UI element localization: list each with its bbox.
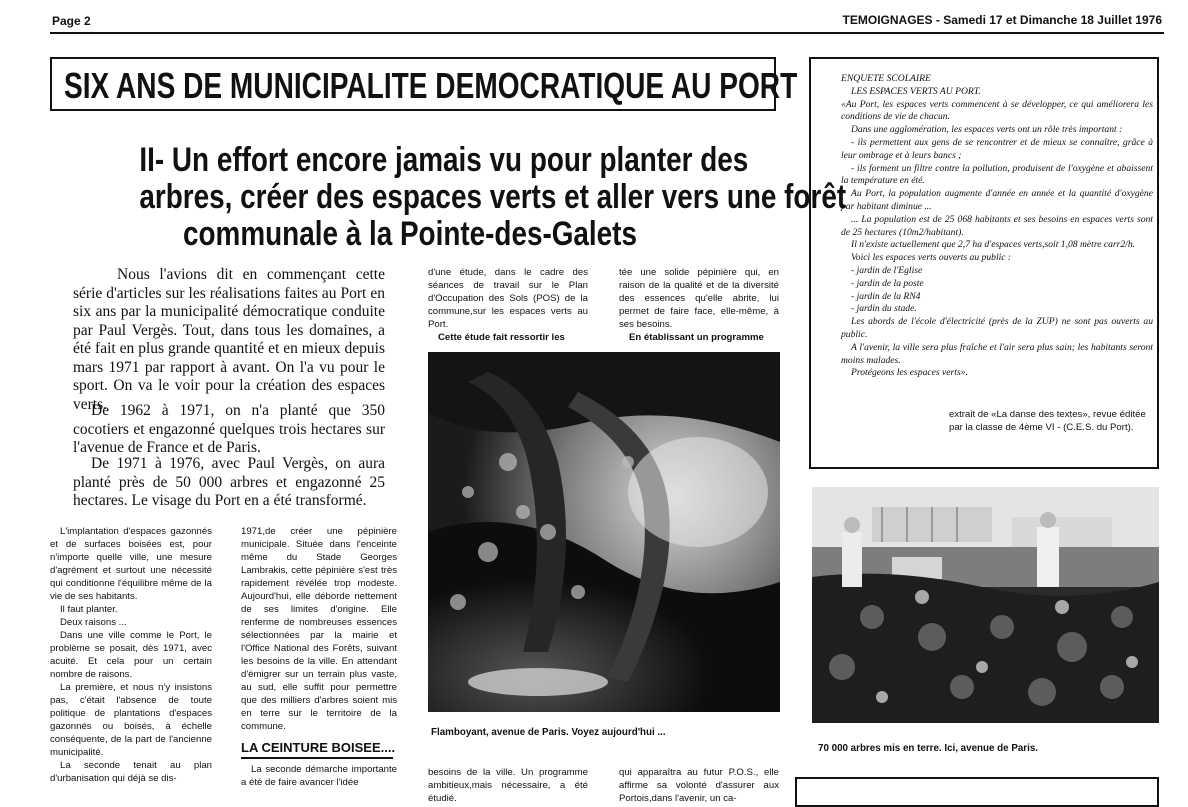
sidebar-title-1: ENQUETE SCOLAIRE <box>841 73 931 84</box>
col2-paragraph: La seconde démarche importante a été de faire avancer l'idée <box>241 764 397 788</box>
sidebar-list-item: - jardin de la RN4 <box>851 290 921 302</box>
sidebar-line: «Au Port, les espaces verts commencent à se développer, ce qui améliorera les conditions de vie de chacun. <box>841 98 1153 123</box>
lead-paragraph-1: Nous l'avions dit en commençant cette série d'articles sur les réalisations faites au Port en six ans par la municipalité démocratique conduite par Paul Vergès. Tout, dans tous les domaines, a été fait en plus grande quantité et en mieux depuis mars 1971 par rapport à avant. On l'a vu pour le sport. On va le voir pour la création des espaces verts. <box>73 266 385 413</box>
masthead: TEMOIGNAGES - Samedi 17 et Dimanche 18 Juillet 1976 <box>842 13 1162 27</box>
col1-paragraph: Il faut planter. <box>60 604 118 615</box>
sidebar-enquete-scolaire <box>809 57 1159 469</box>
avenue-photo-image <box>812 487 1159 723</box>
sidebar-line: - ils permettent aux gens de se rencontrer et de mieux se connaître, grâce à leur ombrage et à leurs bancs ; <box>841 136 1153 161</box>
flamboyant-photo-image <box>428 352 780 712</box>
sidebar-list-item: - jardin du stade. <box>851 303 917 315</box>
next-article-box <box>795 777 1159 807</box>
sidebar-line: Il n'existe actuellement que 2,7 ha d'espaces verts,soit 1,08 mètre carr2/h. <box>851 239 1136 251</box>
sidebar-title-2: LES ESPACES VERTS AU PORT. <box>851 85 981 97</box>
col2-paragraph: 1971,de créer une pépinière municipale. Située dans l'enceinte même du Stade Georges Lambrakis, cette pépinière s'est très rapidement révélée trop modeste. Aujourd'hui, elle déborde nettement de ses limites d'origine. Elle renferme de nombreuses essences sélectionnées par la mairie et l'Office National des Forêts, suivant les besoins de la ville. En attendant d'émigrer sur un terrain plus vaste, au sud, elle suffit pour permettre que des milliers d'arbres soient mis en terre sur le territoire de la commune. <box>241 526 397 732</box>
series-title-box <box>50 57 798 111</box>
sidebar-line: ... La population est de 25 068 habitants et ses besoins en espaces verts sont de 25 hectares (10m2/habitant). <box>841 213 1153 238</box>
subhead-ceinture-boisee: LA CEINTURE BOISEE.... <box>241 740 396 755</box>
headline-line-3: communale à la Pointe-des-Galets <box>183 215 637 253</box>
col1-paragraph: Deux raisons ... <box>60 617 127 628</box>
headline-line-2: arbres, créer des espaces verts et aller vers une forêt <box>139 178 847 216</box>
col4-paragraph: tée une solide pépinière qui, en raison de la qualité et de la diversité des essences qu'elle abrite, lui permet de faire face, elle-même, à ses besoins. <box>619 267 779 330</box>
header-rule <box>50 32 1164 34</box>
series-title: SIX ANS DE MUNICIPALITE DEMOCRATIQUE AU PORT <box>64 65 798 106</box>
body-column-3-bottom <box>428 766 588 805</box>
lead-paragraph-3: De 1971 à 1976, avec Paul Vergès, on aura planté près de 50 000 arbres et engazonné 25 hectares. Le visage du Port en a été transformé. <box>73 455 385 509</box>
col3-paragraph: d'une étude, dans le cadre des séances de travail sur le Plan d'Occupation des Sols (POS) de la commune,sur les espaces verts au Port. <box>428 267 588 330</box>
headline-line-1: II- Un effort encore jamais vu pour planter des <box>139 141 749 179</box>
sidebar-list-item: - jardin de la poste <box>851 277 924 289</box>
sidebar-line: A l'avenir, la ville sera plus fraîche et l'air sera plus sain; les habitants seront moins malades. <box>841 341 1153 366</box>
sidebar-line: - ils forment un filtre contre la pollution, produisent de l'oxygène et abaissent la température en été. <box>841 162 1153 187</box>
col4-bold-paragraph: En établissant un programme <box>629 332 764 343</box>
col1-paragraph: Dans une ville comme le Port, le problème se posait, dès 1971, avec acuité. Et cela pour un certain nombre de raisons. <box>50 630 212 680</box>
col3-bottom-paragraph: besoins de la ville. Un programme ambitieux,mais nécessaire, a été étudié. <box>428 767 588 804</box>
col4-bottom-paragraph: qui apparaîtra au futur P.O.S., elle affirme sa volonté d'assurer aux Portois,dans l'avenir, un ca- <box>619 767 779 804</box>
sidebar-credit: extrait de «La danse des textes», revue éditée par la classe de 4ème VI - (C.E.S. du Port). <box>949 409 1146 433</box>
sidebar-list-item: - jardin de l'Eglise <box>851 264 923 276</box>
sidebar-line: Voici les espaces verts ouverts au public : <box>851 252 1012 264</box>
photo-avenue-de-paris <box>812 487 1159 723</box>
col1-paragraph: L'implantation d'espaces gazonnés et de surfaces boisées est, pour n'importe quelle ville, une mesure d'agrément et surtout une nécessité qui conditionne l'équilibre même de la vie de ses habitants. <box>50 526 212 602</box>
photo-flamboyant-caption: Flamboyant, avenue de Paris. Voyez aujourd'hui ... <box>431 727 666 738</box>
body-column-2-continued <box>241 763 397 789</box>
subhead-rule <box>241 757 393 759</box>
sidebar-body <box>841 73 1153 380</box>
body-column-4-top <box>619 266 779 344</box>
photo-avenue-caption: 70 000 arbres mis en terre. Ici, avenue de Paris. <box>818 743 1039 754</box>
lead-paragraph-2: De 1962 à 1971, on n'a planté que 350 cocotiers et engazonné quelques trois hectares sur l'avenue de France et de Paris. <box>73 402 385 456</box>
col3-bold-paragraph: Cette étude fait ressortir les <box>438 332 565 343</box>
photo-flamboyant <box>428 352 780 712</box>
sidebar-line: Dans une agglomération, les espaces verts ont un rôle très important : <box>851 124 1123 136</box>
body-column-1 <box>50 525 212 785</box>
body-column-2 <box>241 525 397 733</box>
page-number: Page 2 <box>52 14 91 28</box>
sidebar-line: Les abords de l'école d'électricité (près de la ZUP) ne sont pas ouverts au public. <box>841 316 1153 340</box>
body-column-3-top <box>428 266 588 344</box>
sidebar-line: Au Port, la population augmente d'année en année et la quantité d'oxygène par habitant diminue ... <box>841 188 1153 212</box>
col1-paragraph: La seconde tenait au plan d'urbanisation qui déjà se dis- <box>50 760 212 784</box>
col1-paragraph: La première, et nous n'y insistons pas, c'était l'absence de toute politique de plantations d'espaces gazonnés ou boisés, à échelle conséquente, de la part de l'ancienne municipalité. <box>50 682 212 758</box>
body-column-4-bottom <box>619 766 779 805</box>
sidebar-line: Protégeons les espaces verts». <box>851 367 968 379</box>
